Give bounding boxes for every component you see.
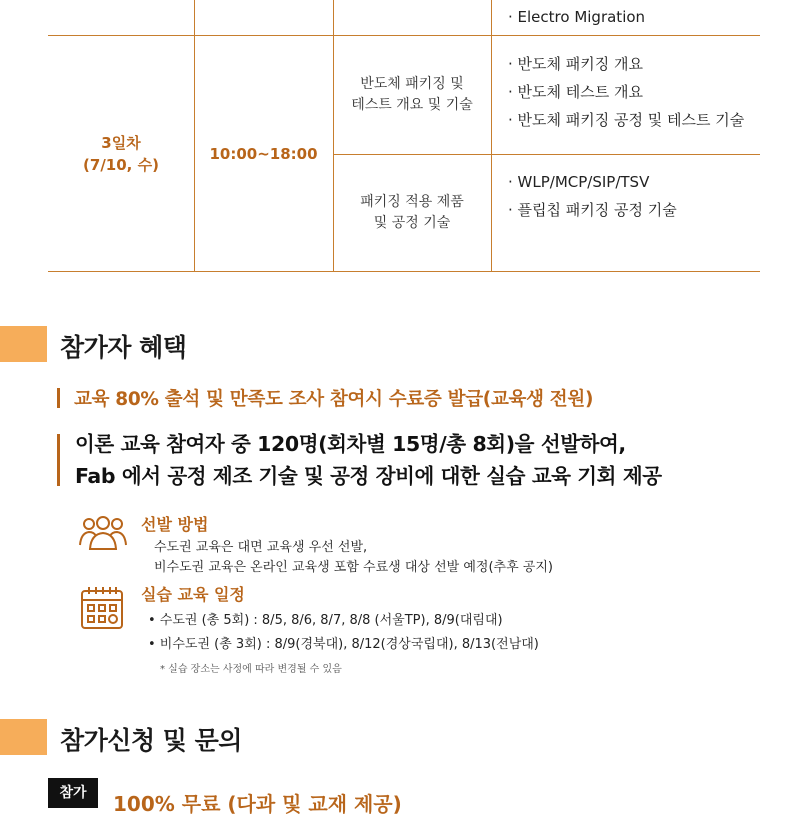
- selection-text: 수도권 교육은 대면 교육생 우선 선발,: [154, 540, 368, 555]
- accent-bar: [57, 388, 60, 408]
- schedule-bullet: • 수도권 (총 5회) : 8/5, 8/6, 8/7, 8/8 (서울TP), 8/9(대림대): [148, 613, 503, 628]
- offer-line: Fab 에서 공정 제조 기술 및 공정 장비에 대한 실습 교육 기회 제공: [75, 464, 662, 488]
- accent-bar: [57, 434, 60, 486]
- detail-list: [508, 168, 677, 224]
- offer-line: 이론 교육 참여자 중 120명(회차별 15명/총 8회)을 선발하여,: [75, 432, 626, 456]
- benefits-heading: [0, 326, 800, 362]
- practice-schedule-title: 실습 교육 일정: [141, 585, 245, 604]
- venue-note: * 실습 장소는 사정에 따라 변경될 수 있음: [160, 664, 342, 675]
- heading-bar: [0, 719, 47, 755]
- detail-item: · 반도체 테스트 개요: [508, 83, 643, 101]
- topic-line: 패키징 적용 제품: [360, 194, 464, 210]
- detail-item: · WLP/MCP/SIP/TSV: [508, 173, 650, 191]
- fee-line: 100% 무료 (다과 및 교재 제공): [113, 792, 402, 816]
- schedule-bullet: • 비수도권 (총 3회) : 8/9(경북대), 8/12(경상국립대), 8/13(전남대): [148, 637, 539, 652]
- topic-cell: [333, 35, 491, 154]
- topic-line: 테스트 개요 및 기술: [351, 96, 473, 113]
- selection-title: 선발 방법: [141, 515, 209, 534]
- participation-badge: 참가: [48, 778, 98, 808]
- heading-bar: [0, 326, 47, 362]
- day-cell: [48, 35, 194, 272]
- topic-cell: [333, 154, 491, 272]
- section-title: 참가신청 및 문의: [60, 726, 242, 755]
- apply-heading: [0, 719, 800, 755]
- detail-list: [508, 50, 744, 134]
- day-date: (7/10, 수): [83, 155, 159, 174]
- day-label: 3일차: [101, 133, 141, 152]
- table-divider: [491, 0, 492, 272]
- certificate-line: [57, 384, 593, 412]
- detail-item: · 플립칩 패키징 공정 기술: [508, 201, 677, 219]
- section-title: 참가자 혜택: [60, 333, 187, 362]
- calendar-icon: [80, 586, 124, 630]
- topic-line: 및 공정 기술: [373, 215, 451, 231]
- people-group-icon: [78, 515, 128, 551]
- table-detail: · Electro Migration: [508, 8, 646, 26]
- schedule-table: [48, 0, 760, 272]
- certificate-text: 교육 80% 출석 및 만족도 조사 참여시 수료증 발급(교육생 전원): [74, 389, 594, 410]
- detail-item: · 반도체 패키징 개요: [508, 55, 643, 73]
- detail-item: · 반도체 패키징 공정 및 테스트 기술: [508, 111, 745, 129]
- topic-line: 반도체 패키징 및: [360, 75, 464, 92]
- practice-offer-text: [75, 428, 662, 492]
- time-cell: [194, 35, 333, 272]
- time-label: 10:00~18:00: [209, 144, 318, 163]
- selection-text: 비수도권 교육은 온라인 교육생 포함 수료생 대상 선발 예정(추후 공지): [154, 560, 553, 575]
